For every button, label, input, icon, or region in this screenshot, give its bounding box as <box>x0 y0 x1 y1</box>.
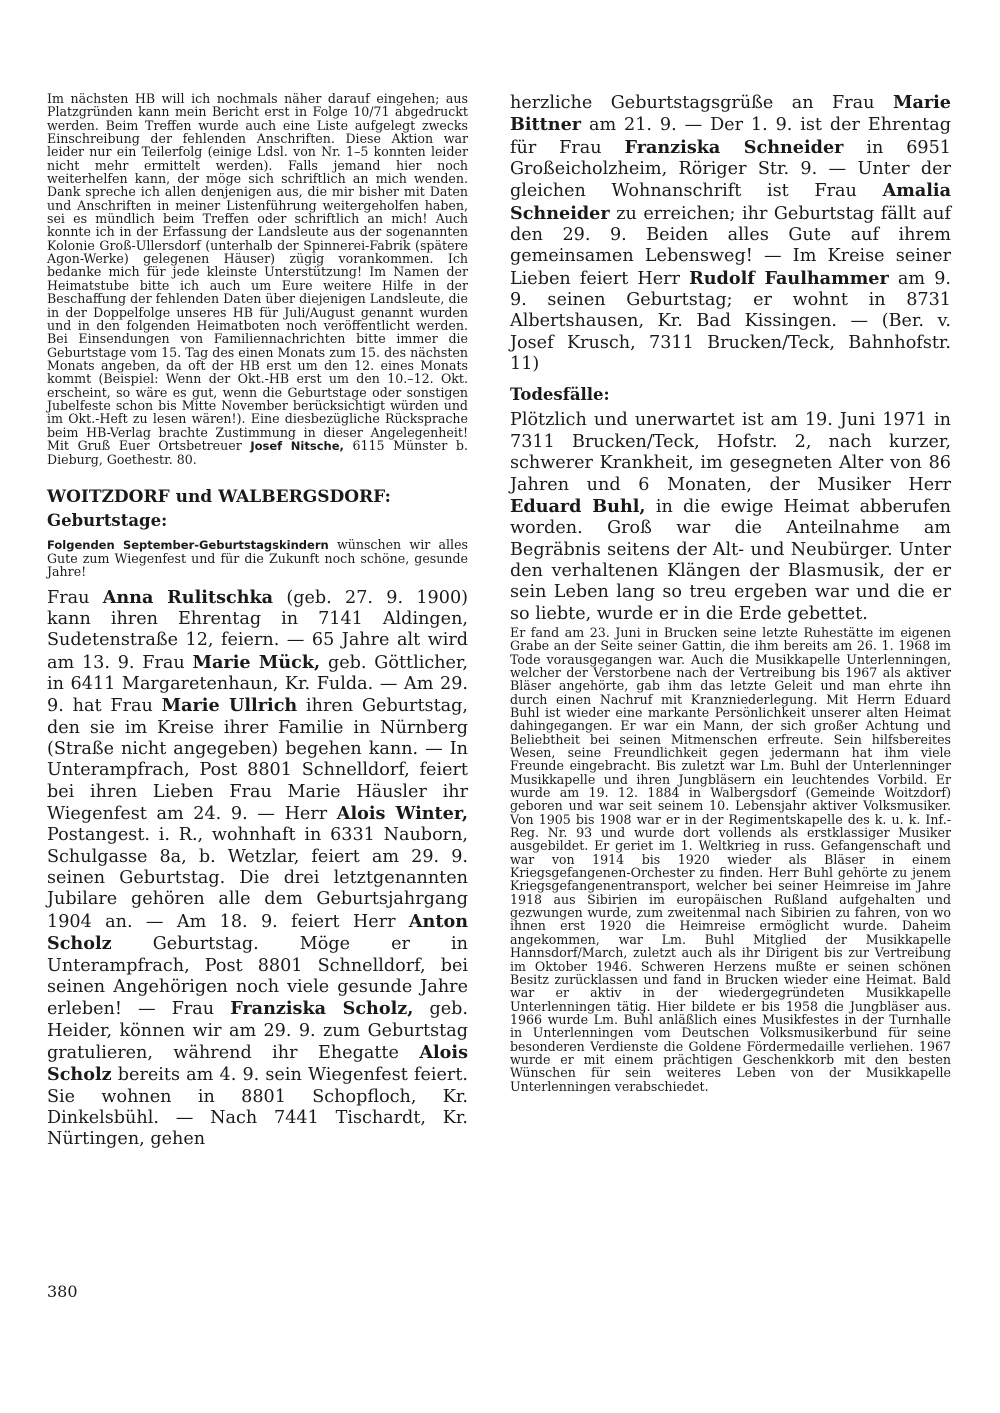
deaths-heading: Todesfälle: <box>510 385 610 405</box>
birthdays-continued: herzliche Geburtstagsgrüße an Frau Marie Bittner am 21. 9. — Der 1. 9. ist der Ehrentag für Frau Franziska Schneider in 6951 Großeicholzheim, Röriger Str. 9. — Unter der gleichen Wohnanschrift ist Frau Amalia Schneider zu erreichen; ihr Geburtstag fällt auf den 29. 9. Beiden alles Gute auf ihrem gemeinsamen Lebensweg! — Im Kreise seiner Lieben feiert Herr Rudolf Faulhammer am 9. 9. seinen Geburtstag; er wohnt in 8731 Albertshausen, Kr. Bad Kissingen. — (Ber. v. Josef Krusch, 7311 Brucken/Teck, Bahnhofstr. 11) <box>510 92 951 375</box>
person-name: Franziska Scholz, <box>230 998 414 1020</box>
page-number: 380 <box>47 1282 78 1301</box>
right-column <box>510 92 951 1093</box>
signature-name: Josef Nitsche, <box>250 438 344 453</box>
person-name: Franziska Schneider <box>624 136 844 158</box>
left-column <box>47 92 468 1151</box>
person-name: Amalia Schneider <box>510 180 951 224</box>
person-name: Marie Bittner <box>510 92 951 136</box>
intro-paragraph: Im nächsten HB will ich nochmals näher darauf eingehen; aus Platzgründen kann mein Bericht erst in Folge 10/71 abgedruckt werden. Beim Treffen wurde auch eine Liste aufgelegt zwecks Einschreibung der fehlenden Anschriften. Diese Aktion war leider nur ein Teilerfolg (einige Ldsl. von Nr. 1–5 konnten leider nicht mehr ermittelt werden). Falls jemand hier noch weiterhelfen kann, der möge sich schriftlich an mich wenden. Dank spreche ich allen denjenigen aus, die mir bisher mit Daten und Anschriften in meiner Listenführung weitergeholfen haben, sei es mündlich beim Treffen oder schriftlich an mich! Auch konnte ich in der Erfassung der Landsleute aus der sogenannten Kolonie Groß-Ullersdorf (unterhalb der Spinnerei-Fabrik (spätere Agon-Werke) gelegenen Häuser) zügig vorankommen. Ich bedanke mich für jede kleinste Unterstützung! Im Namen der Heimatstube bitte ich auch um Eure weitere Hilfe in der Beschaffung der fehlenden Daten über diejenigen Landsleute, die in der Doppelfolge unseres HB für Juli/August genannt wurden und in den folgenden Heimatboten noch veröffentlicht werden. Bei Einsendungen von Familiennachrichten bitte immer die Geburtstage vom 15. Tag des einen Monats zum 15. des nächsten Monats angeben, da oft der HB erst um den 12. eines Monats kommt (Beispiel: Wenn der Okt.-HB erst um den 10.–12. Okt. erscheint, so wäre es gut, wenn die Geburtstage oder sonstigen Jubelfeste schon bis Mitte November berücksichtigt würden und im Okt.-Heft zu lesen wären!). Eine diesbezügliche Rücksprache beim HB-Verlag brachte Zustimmung in dieser Angelegenheit! Mit Gruß Euer Ortsbetreuer Josef Nitsche, 6115 Münster b. Dieburg, Goethestr. 80. <box>47 91 468 468</box>
person-name: Alois Winter, <box>336 803 468 825</box>
person-name: Eduard Buhl, <box>510 495 646 517</box>
birthdays-text: Frau Anna Rulitschka (geb. 27. 9. 1900) kann ihren Ehrentag in 7141 Aldingen, Sudetenstraße 12, feiern. — 65 Jahre alt wird am 13. 9. Frau Marie Mück, geb. Göttlicher, in 6411 Margaretenhaun, Kr. Fulda. — Am 29. 9. hat Frau Marie Ullrich ihren Geburtstag, den sie im Kreise ihrer Familie in Nürnberg (Straße nicht angegeben) begehen kann. — In Unterampfrach, Post 8801 Schnelldorf, feiert bei ihren Lieben Frau Marie Häusler ihr Wiegenfest am 24. 9. — Herr Alois Winter, Postangest. i. R., wohnhaft in 6331 Nauborn, Schulgasse 8a, b. Wetzlar, feiert am 29. 9. seinen Geburtstag. Die drei letztgenannten Jubilare gehören alle dem Geburtsjahrgang 1904 an. — Am 18. 9. feiert Herr Anton Scholz Geburtstag. Möge er in Unterampfrach, Post 8801 Schnelldorf, bei seinen Angehörigen noch viele gesunde Jahre erleben! — Frau Franziska Scholz, geb. Heider, können wir am 29. 9. zum Geburtstag gratulieren, während ihr Ehegatte Alois Scholz bereits am 4. 9. sein Wiegenfest feiert. Sie wohnen in 8801 Schopfloch, Kr. Dinkelsbühl. — Nach 7441 Tischardt, Kr. Nürtingen, gehen <box>47 586 469 1150</box>
birthdays-heading: Geburtstage: <box>47 510 168 530</box>
person-name: Marie Mück, <box>192 651 321 673</box>
person-name: Rudolf Faulhammer <box>689 267 889 289</box>
person-name: Anton Scholz <box>47 910 468 955</box>
obituary-body: Er fand am 23. Juni in Brucken seine letzte Ruhestätte im eigenen Grabe an der Seite seiner Gattin, die ihm bereits am 26. 1. 1968 im Tode vorausgegangen war. Auch die Musikkapelle Unterlenningen, welcher der Verstorbene nach der Vertreibung bis 1967 als aktiver Bläser angehörte, gab ihm das letzte Geleit und man ehrte ihn durch einen Nachruf mit Kranzniederlegung. Mit Herrn Eduard Buhl ist wieder eine markante Persönlichkeit unserer alten Heimat dahingegangen. Er war ein Mann, der sich großer Achtung und Beliebtheit bei seinen Mitmenschen erfreute. Sein hilfsbereites Wesen, seine Freundlichkeit gegen jedermann hat ihm viele Freunde eingebracht. Bis zuletzt war Lm. Buhl der Unterlenninger Musikkapelle und ihren Jungbläsern ein leuchtendes Vorbild. Er wurde am 19. 12. 1884 in Walbergsdorf (Gemeinde Woitzdorf) geboren und war seit seinem 10. Lebensjahr aktiver Volksmusiker. Von 1905 bis 1908 war er in der Regimentskapelle des k. u. k. Inf.-Reg. Nr. 93 und wurde dort vollends als erstklassiger Musiker ausgebildet. Er geriet im 1. Weltkrieg in russ. Gefangenschaft und war von 1914 bis 1920 wieder als Bläser in einem Kriegsgefangenen-Orchester zu finden. Herr Buhl gehörte zu jenem Kriegsgefangenentransport, welcher bei seiner Heimreise im Jahre 1918 aus Sibirien im europäischen Rußland aufgehalten und gezwungen wurde, zum zweitenmal nach Sibirien zu fahren, von wo ihnen erst 1920 die Heimreise ermöglicht wurde. Daheim angekommen, war Lm. Buhl Mitglied der Musikkapelle Hannsdorf/March, zuletzt auch als ihr Dirigent bis zur Vertreibung im Oktober 1946. Schweren Herzens mußte er seinen schönen Besitz zurücklassen und fand in Brucken wieder eine Heimat. Bald war er aktiv in der wiedergegründeten Musikkapelle Unterlenningen tätig. Hier bildete er bis 1958 die Jungbläser aus. 1966 wurde Lm. Buhl anläßlich eines Musikfestes in der Turnhalle in Unterlenningen vom Deutschen Volksmusikerbund für seine besonderen Verdienste die Goldene Fördermedaille verliehen. 1967 wurde er mit einem prächtigen Geschenkkorb mit den besten Wünschen für sein weiteres Leben von der Musikkapelle Unterlenningen verabschiedet. <box>510 624 951 1094</box>
person-name: Marie Ullrich <box>161 695 298 717</box>
obituary-lead: Plötzlich und unerwartet ist am 19. Juni 1971 in 7311 Brucken/Teck, Hofstr. 2, nach kurzer, schwerer Krankheit, im gesegneten Alter von 86 Jahren und 6 Monaten, der Musiker Herr Eduard Buhl, in die ewige Heimat abberufen worden. Groß war die Anteilnahme am Begräbnis seitens der Alt- und Neubürger. Unter den verhaltenen Klängen der Blasmusik, der er sein Leben lang so treu ergeben war und die er so liebte, wurde er in die Erde gebettet. <box>510 410 951 624</box>
person-name: Alois Scholz <box>47 1041 468 1086</box>
person-name: Anna Rulitschka <box>102 586 274 608</box>
birthdays-intro: Folgenden September-Geburtstagskindern wünschen wir alles Gute zum Wiegenfest und für die Zukunft noch schöne, gesunde Jahre! <box>47 536 468 580</box>
section-title: WOITZDORF und WALBERGSDORF: <box>47 486 391 507</box>
